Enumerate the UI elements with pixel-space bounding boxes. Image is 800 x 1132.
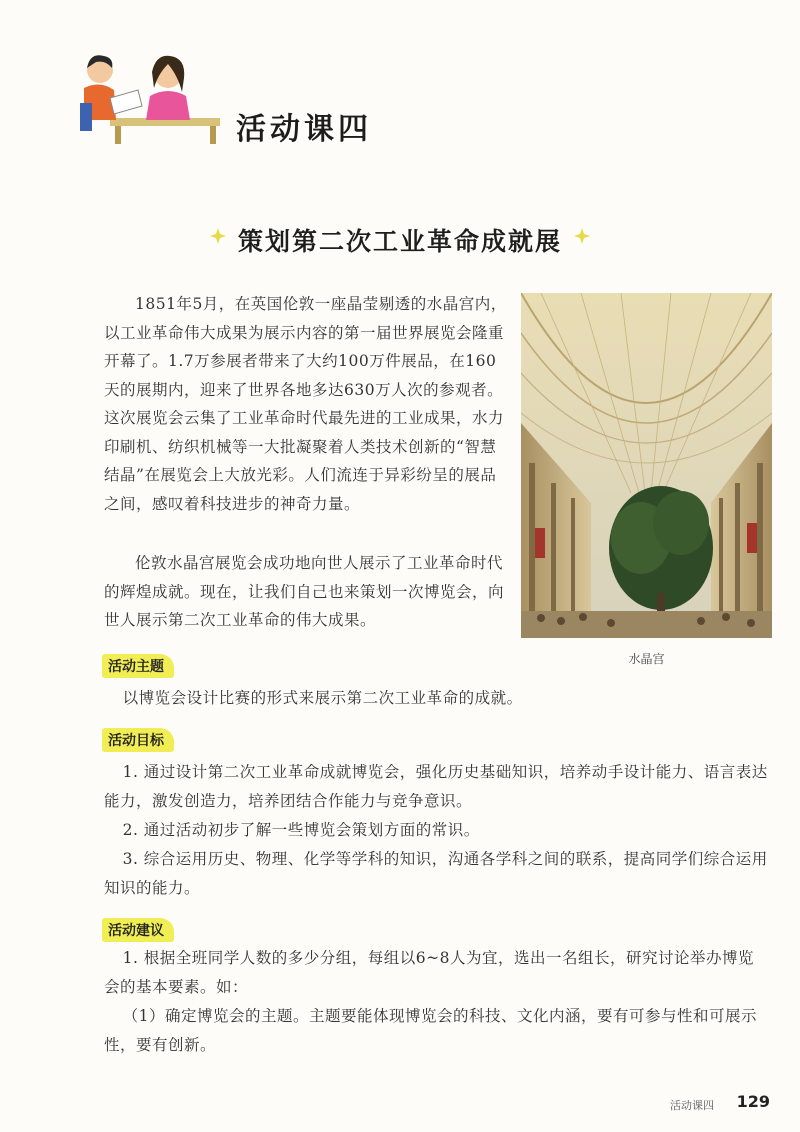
intro-paragraph-1: 1851年5月，在英国伦敦一座晶莹剔透的水晶宫内，以工业革命伟大成果为展示内容的第一届世界展览会隆重开幕了。1.7万参展者带来了大约100万件展品，在160天的展期内，迎来了世界各地多达630万人次的参观者。这次展览会云集了工业革命时代最先进的工业成果，水力印刷机、纺织机械等一大批凝聚着人类技术创新的“智慧结晶”在展览会上大放光彩。人们流连于异彩纷呈的展品之间，感叹着科技进步的神奇力量。 — [104, 295, 507, 513]
photo-caption: 水晶宫 — [628, 652, 665, 666]
page-number: 129 — [736, 1092, 770, 1111]
sparkle-icon — [210, 228, 226, 244]
sparkle-icon — [574, 228, 590, 244]
goal-item: 1. 通过设计第二次工业革命成就博览会，强化历史基础知识，培养动手设计能力、语言表达能力，激发创造力，培养团结合作能力与竞争意识。 — [104, 763, 768, 810]
goals-label: 活动目标 — [102, 728, 174, 752]
footer-chapter-label: 活动课四 — [670, 1099, 714, 1112]
suggestion-item: （1）确定博览会的主题。主题要能体现博览会的科技、文化内涵，要有可参与性和可展示性，要有创新。 — [104, 1007, 757, 1054]
goal-item: 2. 通过活动初步了解一些博览会策划方面的常识。 — [122, 821, 480, 839]
intro-paragraph-2: 伦敦水晶宫展览会成功地向世人展示了工业革命时代的辉煌成就。现在，让我们自己也来策划一次博览会，向世人展示第二次工业革命的伟大成果。 — [104, 554, 505, 629]
suggestion-item: 1. 根据全班同学人数的多少分组，每组以6~8人为宜，选出一名组长，研究讨论举办博览会的基本要素。如： — [104, 949, 755, 996]
section-title-text: 策划第二次工业革命成就展 — [237, 227, 562, 256]
section-title-wrap — [0, 222, 800, 258]
crystal-palace-image — [521, 293, 772, 638]
suggestions-label: 活动建议 — [102, 918, 174, 942]
theme-label: 活动主题 — [102, 654, 174, 678]
section-title — [216, 222, 584, 258]
two-students-reading-icon — [70, 48, 230, 148]
goal-item: 3. 综合运用历史、物理、化学等学科的知识，沟通各学科之间的联系，提高同学们综合运用知识的能力。 — [104, 850, 768, 897]
lesson-title: 活动课四 — [236, 112, 372, 147]
theme-text: 以博览会设计比赛的形式来展示第二次工业革命的成就。 — [122, 689, 523, 707]
